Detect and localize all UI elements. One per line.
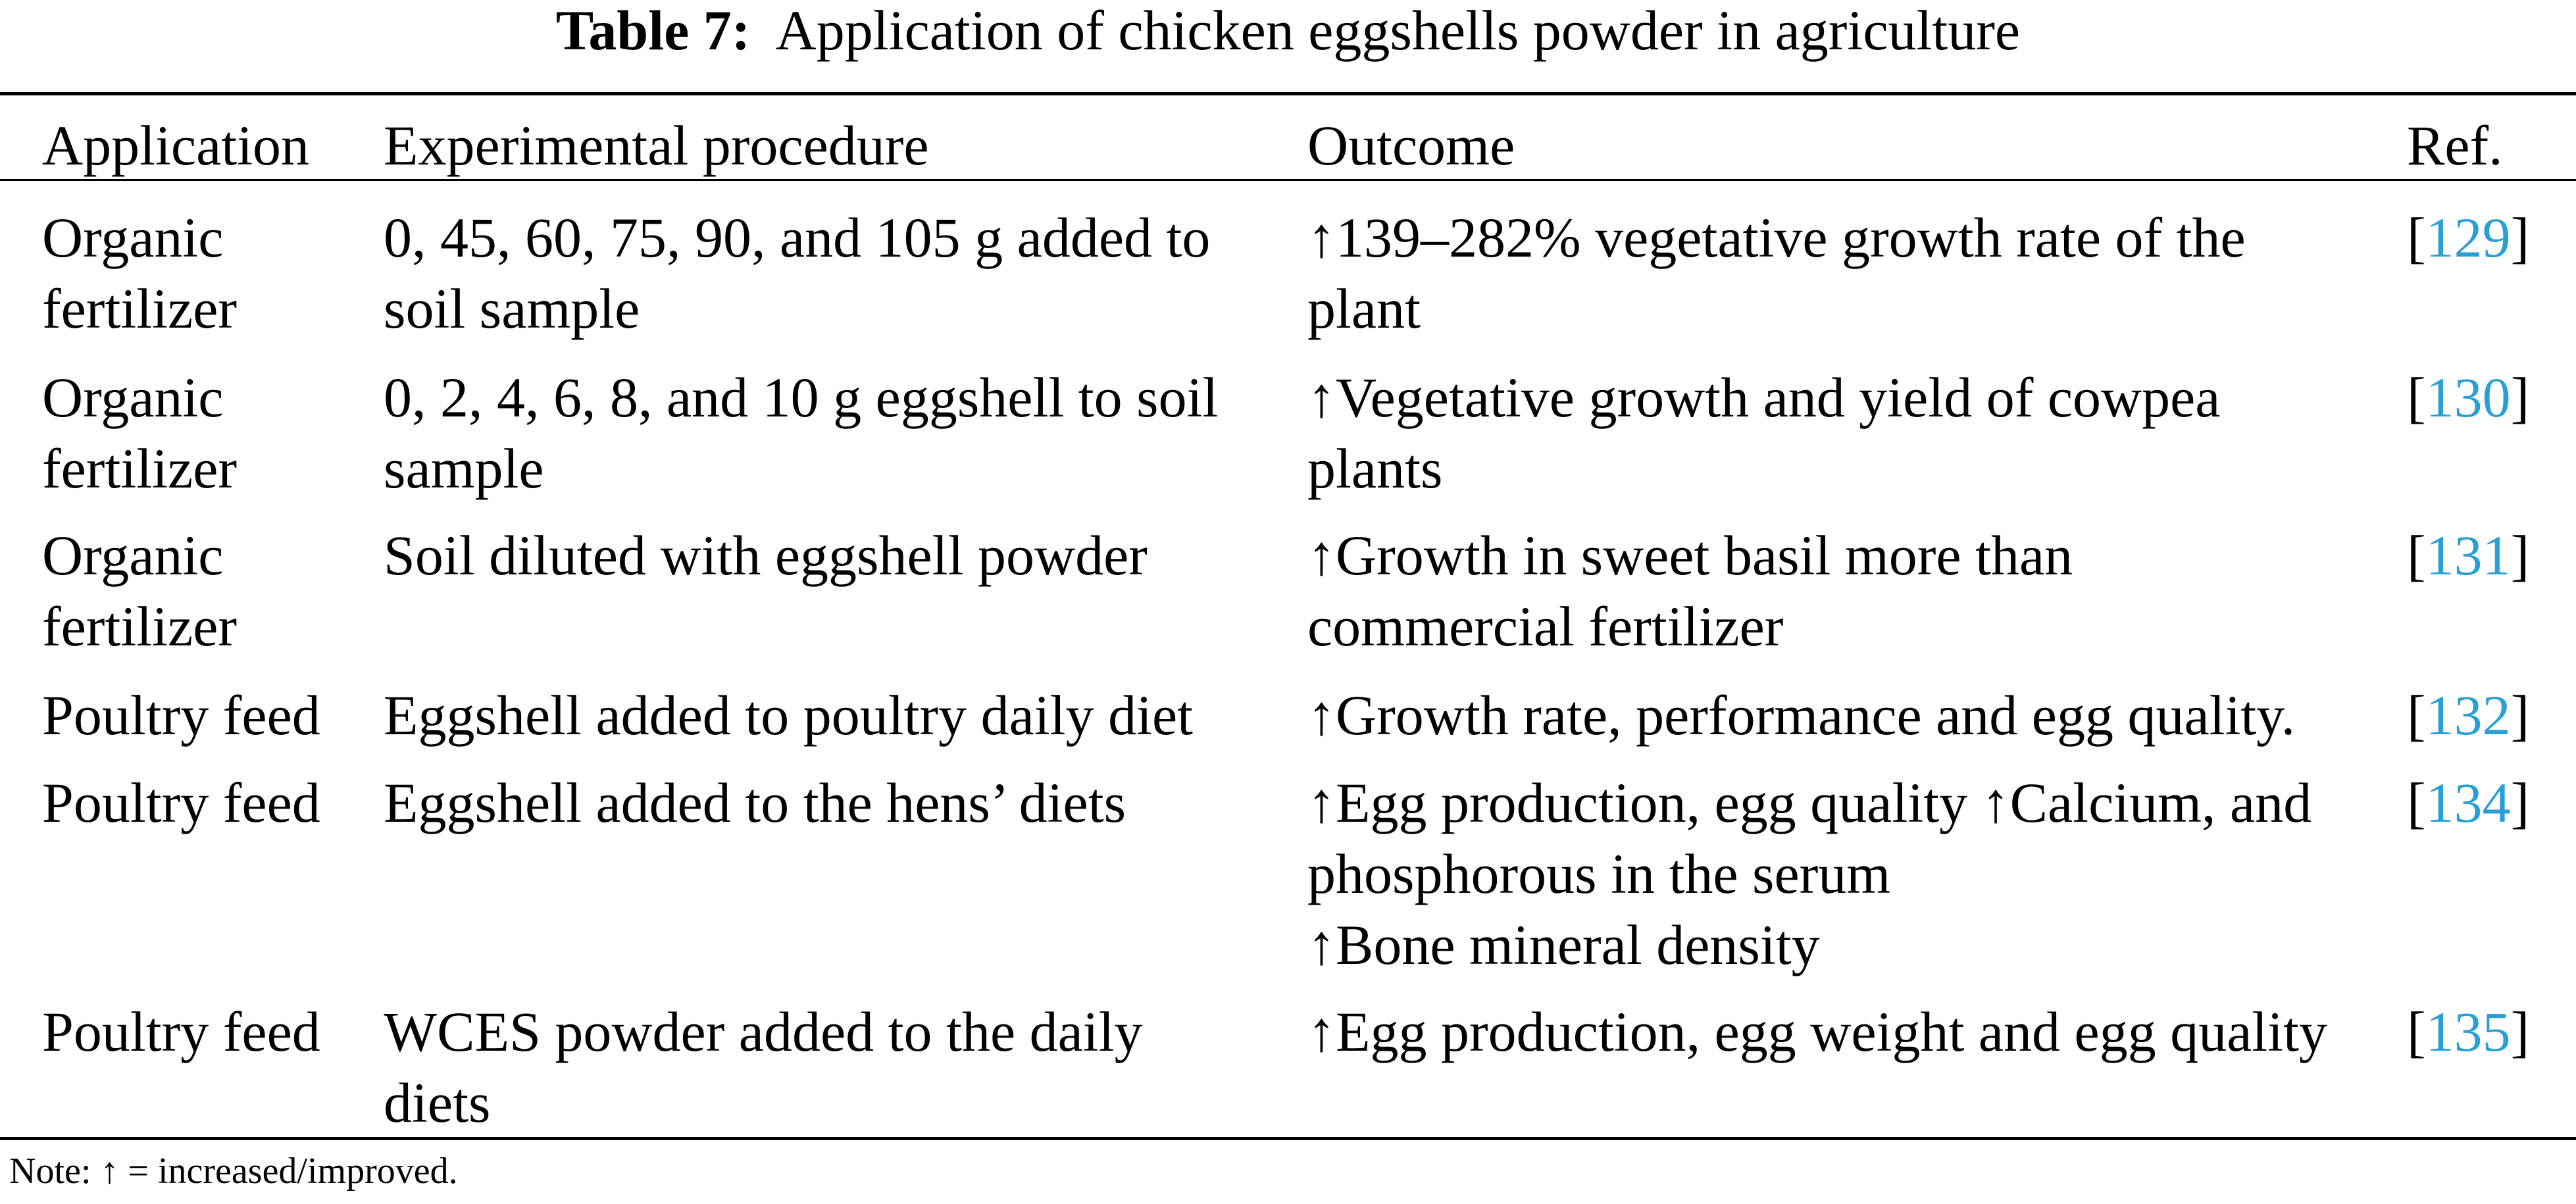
row-1-procedure: 0, 45, 60, 75, 90, and 105 g added to soil sample [384,206,1211,340]
row-5-ref[interactable]: [134] [2407,771,2530,834]
row-1-application: Organic fertilizer [42,206,238,340]
row-3-application: Organic fertilizer [42,524,238,658]
row-5-outcome: ↑Egg production, egg quality ↑Calcium, and phosphorous in the serum ↑Bone mineral density [1307,771,2312,976]
row-2-ref[interactable]: [130] [2407,366,2530,429]
row-4-ref[interactable]: [132] [2407,684,2530,747]
row-5-ref-link[interactable]: 134 [2425,771,2511,834]
header-ref: Ref. [2407,114,2503,177]
table-caption-title: Application of chicken eggshells powder in agriculture [775,0,2021,62]
table-note: Note: ↑ = increased/improved. [9,1151,458,1191]
table-header-rule [0,179,2576,181]
row-6-procedure: WCES powder added to the daily diets [384,1000,1143,1134]
row-2-outcome: ↑Vegetative growth and yield of cowpea plants [1307,366,2221,500]
row-2-procedure: 0, 2, 4, 6, 8, and 10 g eggshell to soil sample [384,366,1219,500]
row-2-ref-link[interactable]: 130 [2425,366,2511,429]
row-1-ref-link[interactable]: 129 [2425,206,2511,269]
header-application: Application [42,114,310,177]
row-4-ref-link[interactable]: 132 [2425,684,2511,747]
row-1-ref[interactable]: [129] [2407,206,2530,269]
row-6-application: Poultry feed [42,1000,320,1063]
row-3-ref[interactable]: [131] [2407,524,2530,587]
row-3-outcome: ↑Growth in sweet basil more than commercial fertilizer [1307,524,2073,658]
row-6-outcome: ↑Egg production, egg weight and egg quality [1307,1000,2328,1063]
table-caption [0,0,2576,66]
row-6-ref[interactable]: [135] [2407,1000,2530,1063]
row-3-ref-link[interactable]: 131 [2425,524,2511,587]
row-5-procedure: Eggshell added to the hens’ diets [384,771,1126,834]
header-outcome: Outcome [1307,114,1515,177]
row-1-outcome: ↑139–282% vegetative growth rate of the plant [1307,206,2246,340]
row-4-application: Poultry feed [42,684,320,747]
row-2-application: Organic fertilizer [42,366,238,500]
row-4-outcome: ↑Growth rate, performance and egg quality. [1307,684,2296,747]
row-4-procedure: Eggshell added to poultry daily diet [384,684,1194,747]
header-procedure: Experimental procedure [384,114,929,177]
row-5-application: Poultry feed [42,771,320,834]
row-3-procedure: Soil diluted with eggshell powder [384,524,1148,587]
table-top-rule [0,92,2576,95]
row-6-ref-link[interactable]: 135 [2425,1000,2511,1063]
table-bottom-rule [0,1137,2576,1140]
table-caption-label: Table 7: [555,0,751,62]
